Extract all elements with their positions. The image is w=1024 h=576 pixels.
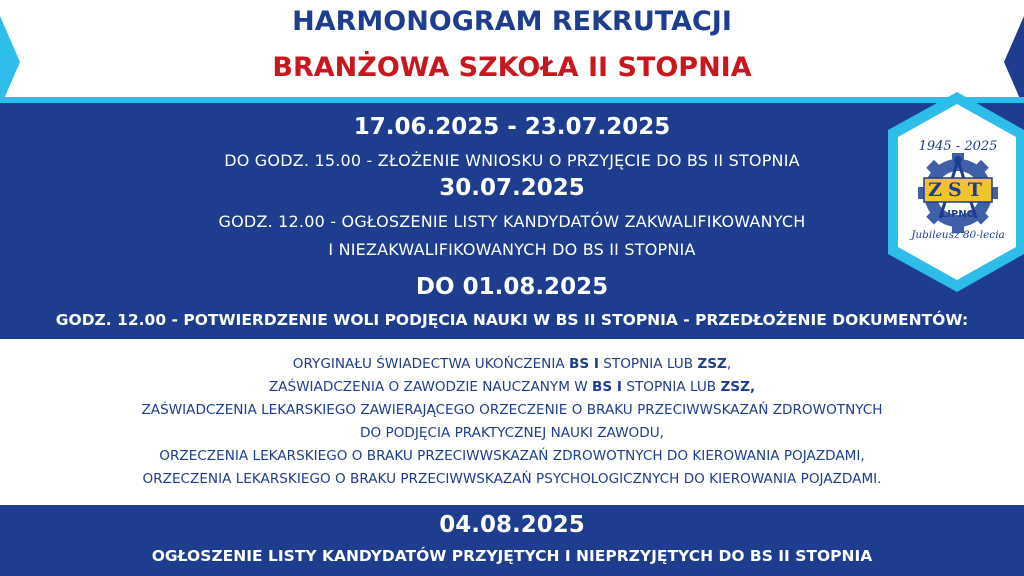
step1-desc: DO GODZ. 15.00 - ZŁOŻENIE WNIOSKU O PRZYJĘCIE DO BS II STOPNIA xyxy=(224,151,800,170)
school-logo xyxy=(868,90,1024,294)
page-subtitle: BRANŻOWA SZKOŁA II STOPNIA xyxy=(272,52,752,83)
document-line-1 xyxy=(0,356,1024,372)
logo-letters: ZST xyxy=(928,179,988,201)
document-line-2-text-a: ZAŚWIADCZENIA O ZAWODZIE NAUCZANYM W xyxy=(268,379,593,395)
logo-city: LIPNO xyxy=(940,209,976,220)
step4-date: 04.08.2025 xyxy=(439,512,585,538)
logo-jubilee: Jubileusz 80-lecia xyxy=(911,229,1005,241)
document-line-1-text-d: ZSZ xyxy=(697,356,727,372)
logo-years: 1945 - 2025 xyxy=(918,139,998,154)
document-line-1-text-a: ORYGINAŁU ŚWIADECTWA UKOŃCZENIA xyxy=(292,356,569,372)
document-line-3: ZAŚWIADCZENIA LEKARSKIEGO ZAWIERAJĄCEGO ORZECZENIE O BRAKU PRZECIWWSKAZAŃ ZDROWOTNYCH xyxy=(141,402,883,418)
document-line-6: ORZECZENIA LEKARSKIEGO O BRAKU PRZECIWWSKAZAŃ PSYCHOLOGICZNYCH DO KIEROWANIA POJAZDAMI. xyxy=(142,471,882,487)
step2-desc-line1: GODZ. 12.00 - OGŁOSZENIE LISTY KANDYDATÓW ZAKWALIFIKOWANYCH xyxy=(218,212,806,231)
document-line-2 xyxy=(0,379,1024,395)
step2-desc-line2: I NIEZAKWALIFIKOWANYCH DO BS II STOPNIA xyxy=(328,240,696,259)
document-line-1-text-c: STOPNIA LUB xyxy=(598,356,698,372)
document-line-5: ORZECZENIA LEKARSKIEGO O BRAKU PRZECIWWSKAZAŃ ZDROWOTNYCH DO KIEROWANIA POJAZDAMI, xyxy=(159,448,865,464)
document-line-2-text-d: ZSZ, xyxy=(720,379,756,395)
step4-desc: OGŁOSZENIE LISTY KANDYDATÓW PRZYJĘTYCH I NIEPRZYJĘTYCH DO BS II STOPNIA xyxy=(151,547,873,565)
page-title: HARMONOGRAM REKRUTACJI xyxy=(292,6,732,37)
document-line-1-text-b: BS I xyxy=(568,356,599,372)
document-line-2-text-c: STOPNIA LUB xyxy=(622,379,721,395)
step2-date: 30.07.2025 xyxy=(439,175,585,201)
step1-date: 17.06.2025 - 23.07.2025 xyxy=(353,114,671,140)
document-line-1-text-e: , xyxy=(726,356,732,372)
document-line-2-text-b: BS I xyxy=(592,379,622,395)
step3-desc: GODZ. 12.00 - POTWIERDZENIE WOLI PODJĘCIA NAUKI W BS II STOPNIA - PRZEDŁOŻENIE DOKUMENTÓW: xyxy=(55,311,969,329)
document-line-4: DO PODJĘCIA PRAKTYCZNEJ NAUKI ZAWODU, xyxy=(360,425,664,441)
step3-date: DO 01.08.2025 xyxy=(415,274,609,300)
